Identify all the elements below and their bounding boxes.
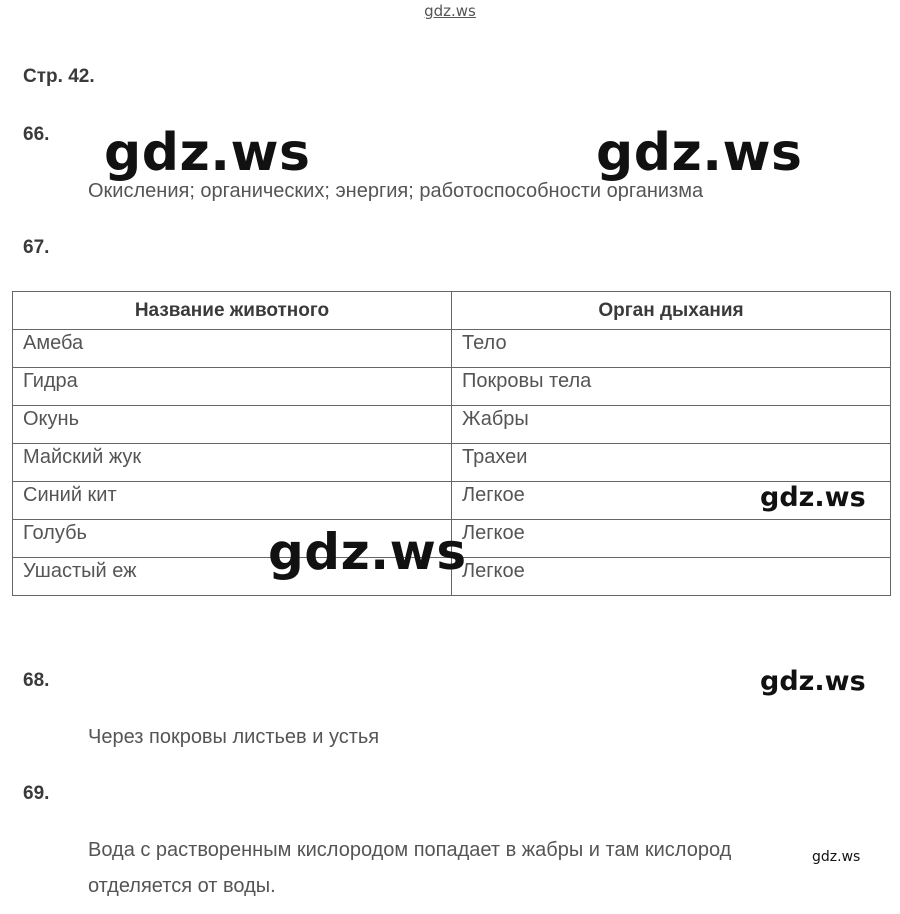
- watermark-big-left: gdz.ws: [104, 123, 311, 183]
- animal-cell: Голубь: [13, 520, 452, 558]
- task-69-number: 69.: [23, 783, 50, 804]
- task-66-answer: Окисления; органических; энергия; работоспособности организма: [88, 180, 704, 202]
- task-66-number: 66.: [23, 124, 50, 145]
- animal-cell: Майский жук: [13, 444, 452, 482]
- organ-cell: Легкое: [452, 520, 891, 558]
- top-watermark: gdz.ws: [424, 2, 476, 20]
- organ-cell: Жабры: [452, 406, 891, 444]
- animal-cell: Гидра: [13, 368, 452, 406]
- watermark-table-right: gdz.ws: [760, 482, 866, 513]
- header-animal-name: Название животного: [13, 292, 452, 330]
- task-67-number: 67.: [23, 237, 50, 258]
- watermark-bottom-small: gdz.ws: [812, 849, 861, 865]
- table-row: [13, 330, 891, 368]
- organ-cell: Трахеи: [452, 444, 891, 482]
- page-reference: Стр. 42.: [23, 66, 95, 87]
- table-row: [13, 444, 891, 482]
- organ-cell: Тело: [452, 330, 891, 368]
- task-68-number: 68.: [23, 670, 50, 691]
- animal-cell: Синий кит: [13, 482, 452, 520]
- header-breathing-organ: Орган дыхания: [452, 292, 891, 330]
- animal-cell: Амеба: [13, 330, 452, 368]
- task-69-answer-line-1: Вода с растворенным кислородом попадает в жабры и там кислород: [88, 839, 732, 861]
- animal-cell: Окунь: [13, 406, 452, 444]
- task-69-answer-line-2: отделяется от воды.: [88, 875, 276, 897]
- watermark-big-right: gdz.ws: [596, 123, 803, 183]
- watermark-table-center: gdz.ws: [268, 523, 467, 581]
- table-row: [13, 406, 891, 444]
- watermark-mid-right: gdz.ws: [760, 666, 866, 697]
- organ-cell: Покровы тела: [452, 368, 891, 406]
- animal-cell: Ушастый еж: [13, 558, 452, 596]
- table-row: [13, 482, 891, 520]
- task-68-answer: Через покровы листьев и устья: [88, 726, 380, 748]
- organ-cell: Легкое: [452, 482, 891, 520]
- table-header-row: [13, 292, 891, 330]
- organ-cell: Легкое: [452, 558, 891, 596]
- table-row: [13, 368, 891, 406]
